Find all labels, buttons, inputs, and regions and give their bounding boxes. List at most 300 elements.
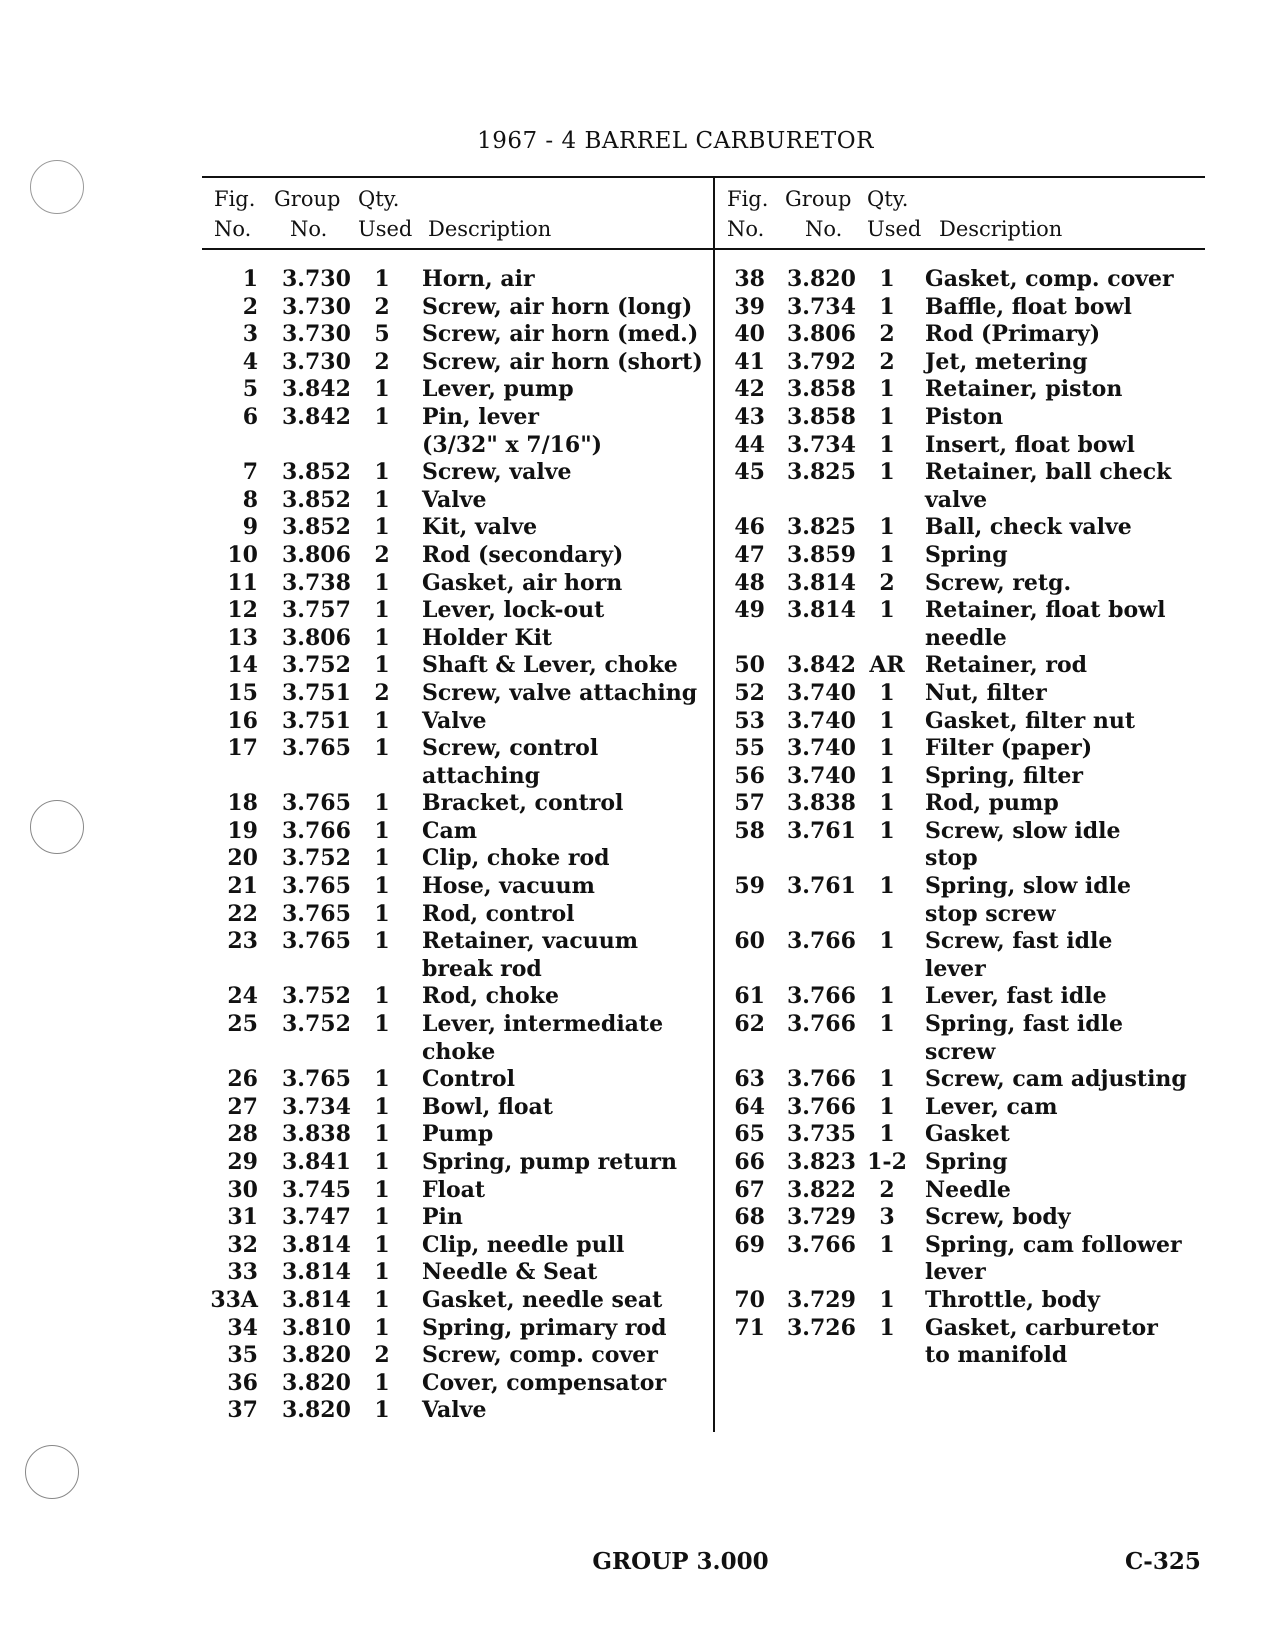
- group-no-cell: 3.858: [787, 376, 856, 403]
- fig-no-cell: 33A: [210, 1286, 258, 1313]
- group-no-cell: 3.820: [282, 1397, 351, 1424]
- fig-no-cell: 19: [227, 817, 258, 844]
- qty-cell: 1: [374, 597, 390, 624]
- description-cell: stop screw: [925, 900, 1056, 927]
- description-cell: Needle & Seat: [422, 1259, 598, 1286]
- qty-cell: 2: [374, 679, 390, 706]
- description-cell: Screw, body: [925, 1204, 1071, 1231]
- group-no-cell: 3.825: [787, 514, 856, 541]
- group-no-cell: 3.738: [282, 569, 351, 596]
- group-no-cell: 3.820: [282, 1369, 351, 1396]
- qty-cell: 1: [879, 707, 895, 734]
- fig-no-header: No.: [214, 217, 252, 241]
- description-cell: Cam: [422, 817, 478, 844]
- qty-cell: 5: [374, 321, 390, 348]
- qty-cell: 1: [374, 983, 390, 1010]
- fig-no-cell: 38: [734, 266, 765, 292]
- group-no-cell: 3.740: [787, 735, 856, 762]
- page-number: C-325: [1125, 1548, 1201, 1575]
- group-no-cell: 3.766: [787, 1231, 856, 1258]
- group-no-cell: 3.751: [282, 679, 351, 706]
- group-no-cell: 3.752: [282, 845, 351, 872]
- binder-hole-top: [30, 160, 84, 214]
- description-cell: Valve: [422, 486, 487, 513]
- group-no-cell: 3.757: [282, 597, 351, 624]
- description-cell: Spring, filter: [925, 762, 1084, 789]
- description-cell: Nut, filter: [925, 679, 1047, 706]
- description-cell: Screw, air horn (short): [422, 348, 703, 375]
- description-cell: Pin: [422, 1204, 463, 1231]
- qty-cell: 1: [374, 735, 390, 762]
- description-cell: Gasket: [925, 1121, 1010, 1148]
- description-cell: Jet, metering: [925, 348, 1088, 375]
- group-no-cell: 3.734: [787, 431, 856, 458]
- fig-no-cell: 36: [227, 1369, 258, 1396]
- fig-no-cell: 52: [734, 679, 765, 706]
- group-no-cell: 3.814: [282, 1231, 351, 1258]
- group-no-cell: 3.740: [787, 679, 856, 706]
- qty-cell: 1: [374, 569, 390, 596]
- group-no-cell: 3.825: [787, 459, 856, 486]
- fig-no-cell: 33: [227, 1259, 258, 1286]
- qty-cell: 1: [374, 1121, 390, 1148]
- group-no-cell: 3.765: [282, 790, 351, 817]
- qty-cell: 1: [879, 1066, 895, 1093]
- qty-cell: 1-2: [867, 1149, 907, 1175]
- fig-no-cell: 34: [227, 1314, 258, 1341]
- fig-no-cell: 30: [227, 1176, 258, 1203]
- qty-cell: 3: [879, 1204, 895, 1231]
- description-cell: valve: [925, 486, 988, 513]
- group-no-cell: 3.752: [282, 1011, 351, 1038]
- group-no-cell: 3.841: [282, 1149, 351, 1175]
- description-cell: Gasket, carburetor: [925, 1314, 1158, 1341]
- fig-no-cell: 55: [734, 735, 765, 762]
- description-cell: Screw, valve attaching: [422, 679, 698, 706]
- description-cell: Spring, cam follower: [925, 1231, 1182, 1258]
- description-cell: Holder Kit: [422, 624, 553, 651]
- group-no-cell: 3.730: [282, 266, 351, 292]
- fig-no-cell: 60: [734, 928, 765, 955]
- qty-cell: 1: [374, 707, 390, 734]
- description-cell: Valve: [422, 707, 487, 734]
- qty-cell: 1: [374, 1286, 390, 1313]
- description-cell: Needle: [925, 1176, 1011, 1203]
- qty-cell: 2: [879, 1176, 895, 1203]
- description-cell: Kit, valve: [422, 514, 538, 541]
- qty-cell: 1: [879, 514, 895, 541]
- description-cell: Lever, intermediate: [422, 1011, 664, 1038]
- description-cell: Cover, compensator: [422, 1369, 667, 1396]
- fig-no-cell: 25: [227, 1011, 258, 1038]
- group-no-cell: 3.740: [787, 762, 856, 789]
- description-cell: Clip, choke rod: [422, 845, 610, 872]
- description-cell: Rod, choke: [422, 983, 559, 1010]
- fig-no-cell: 13: [227, 624, 258, 651]
- fig-no-cell: 12: [227, 597, 258, 624]
- group-no-cell: 3.852: [282, 486, 351, 513]
- group-no-cell: 3.822: [787, 1176, 856, 1203]
- group-no-cell: 3.766: [787, 1066, 856, 1093]
- group-no-cell: 3.810: [282, 1314, 351, 1341]
- group-no-cell: 3.814: [787, 569, 856, 596]
- fig-no-cell: 68: [734, 1204, 765, 1231]
- description-cell: Rod (Primary): [925, 321, 1101, 348]
- description-header: Description: [939, 217, 1063, 241]
- fig-no-cell: 42: [734, 376, 765, 403]
- description-cell: Spring, slow idle: [925, 873, 1132, 900]
- description-cell: Pump: [422, 1121, 494, 1148]
- group-no-cell: 3.838: [787, 790, 856, 817]
- description-cell: screw: [925, 1038, 996, 1065]
- qty-cell: AR: [869, 652, 905, 679]
- description-cell: Spring: [925, 541, 1008, 568]
- qty-cell: 1: [374, 1093, 390, 1120]
- qty-cell: 1: [879, 1314, 895, 1341]
- qty-cell: 1: [374, 817, 390, 844]
- fig-no-cell: 2: [242, 293, 258, 320]
- qty-cell: 2: [879, 321, 895, 348]
- group-no-cell: 3.734: [787, 293, 856, 320]
- fig-no-cell: 29: [227, 1149, 258, 1175]
- fig-no-cell: 65: [734, 1121, 765, 1148]
- group-no-cell: 3.842: [282, 403, 351, 430]
- fig-no-cell: 37: [227, 1397, 258, 1424]
- description-cell: Pin, lever: [422, 403, 539, 430]
- description-cell: Piston: [925, 403, 1004, 430]
- description-cell: attaching: [422, 762, 540, 789]
- qty-cell: 1: [374, 459, 390, 486]
- group-no-header: No.: [290, 217, 328, 241]
- qty-cell: 1: [879, 293, 895, 320]
- table-column-divider: [713, 178, 715, 1432]
- qty-cell: 1: [374, 790, 390, 817]
- qty-header: Qty.: [867, 187, 909, 211]
- qty-cell: 2: [374, 293, 390, 320]
- group-no-cell: 3.734: [282, 1093, 351, 1120]
- group-no-cell: 3.766: [787, 928, 856, 955]
- qty-header: Qty.: [358, 187, 400, 211]
- qty-cell: 1: [374, 1314, 390, 1341]
- fig-header: Fig.: [214, 187, 256, 211]
- qty-cell: 1: [879, 817, 895, 844]
- description-cell: Rod (secondary): [422, 541, 624, 568]
- fig-no-cell: 69: [734, 1231, 765, 1258]
- group-no-cell: 3.745: [282, 1176, 351, 1203]
- description-cell: Ball, check valve: [925, 514, 1132, 541]
- page-title: 1967 - 4 BARREL CARBURETOR: [477, 128, 874, 154]
- group-no-cell: 3.730: [282, 293, 351, 320]
- description-cell: to manifold: [925, 1342, 1068, 1369]
- fig-no-cell: 39: [734, 293, 765, 320]
- group-no-cell: 3.814: [787, 597, 856, 624]
- description-cell: Retainer, piston: [925, 376, 1123, 403]
- description-cell: Valve: [422, 1397, 487, 1424]
- qty-cell: 1: [879, 541, 895, 568]
- fig-no-cell: 1: [242, 266, 258, 292]
- group-no-cell: 3.859: [787, 541, 856, 568]
- group-no-cell: 3.726: [787, 1314, 856, 1341]
- fig-no-cell: 3: [242, 321, 258, 348]
- fig-no-cell: 49: [734, 597, 765, 624]
- group-no-cell: 3.858: [787, 403, 856, 430]
- fig-no-cell: 11: [227, 569, 258, 596]
- description-cell: Insert, float bowl: [925, 431, 1135, 458]
- group-no-cell: 3.806: [787, 321, 856, 348]
- qty-cell: 1: [879, 735, 895, 762]
- description-cell: Gasket, air horn: [422, 569, 623, 596]
- fig-no-cell: 14: [227, 652, 258, 679]
- binder-hole-middle: [30, 800, 84, 854]
- group-no-cell: 3.842: [282, 376, 351, 403]
- description-cell: Horn, air: [422, 266, 535, 292]
- qty-cell: 1: [374, 624, 390, 651]
- description-cell: Spring, primary rod: [422, 1314, 667, 1341]
- qty-cell: 1: [374, 486, 390, 513]
- qty-cell: 1: [374, 1149, 390, 1175]
- qty-cell: 1: [374, 1259, 390, 1286]
- qty-cell: 1: [879, 266, 895, 292]
- group-no-cell: 3.740: [787, 707, 856, 734]
- fig-no-cell: 27: [227, 1093, 258, 1120]
- description-cell: Spring: [925, 1149, 1008, 1175]
- description-cell: Hose, vacuum: [422, 873, 595, 900]
- qty-cell: 1: [879, 983, 895, 1010]
- description-cell: Screw, control: [422, 735, 599, 762]
- description-cell: Retainer, float bowl: [925, 597, 1166, 624]
- description-cell: Lever, pump: [422, 376, 574, 403]
- fig-no-cell: 4: [242, 348, 258, 375]
- binder-hole-bottom: [25, 1445, 79, 1499]
- fig-header: Fig.: [727, 187, 769, 211]
- group-no-cell: 3.751: [282, 707, 351, 734]
- group-no-cell: 3.765: [282, 873, 351, 900]
- fig-no-cell: 10: [227, 541, 258, 568]
- description-cell: Retainer, rod: [925, 652, 1088, 679]
- used-header: Used: [867, 217, 922, 241]
- description-cell: break rod: [422, 955, 542, 982]
- description-cell: stop: [925, 845, 978, 872]
- group-no-cell: 3.792: [787, 348, 856, 375]
- group-no-cell: 3.766: [282, 817, 351, 844]
- qty-cell: 1: [374, 1011, 390, 1038]
- fig-no-cell: 57: [734, 790, 765, 817]
- description-cell: lever: [925, 1259, 986, 1286]
- description-cell: Screw, comp. cover: [422, 1342, 658, 1369]
- fig-no-cell: 53: [734, 707, 765, 734]
- group-no-cell: 3.838: [282, 1121, 351, 1148]
- description-cell: Gasket, needle seat: [422, 1286, 663, 1313]
- fig-no-cell: 26: [227, 1066, 258, 1093]
- qty-cell: 1: [879, 1231, 895, 1258]
- group-no-cell: 3.766: [787, 1011, 856, 1038]
- group-header: Group: [785, 187, 852, 211]
- description-cell: needle: [925, 624, 1007, 651]
- description-cell: Bowl, float: [422, 1093, 553, 1120]
- description-cell: choke: [422, 1038, 496, 1065]
- fig-no-cell: 31: [227, 1204, 258, 1231]
- fig-no-cell: 62: [734, 1011, 765, 1038]
- group-no-cell: 3.761: [787, 873, 856, 900]
- group-no-cell: 3.752: [282, 983, 351, 1010]
- group-no-cell: 3.766: [787, 1093, 856, 1120]
- qty-cell: 1: [879, 1011, 895, 1038]
- qty-cell: 1: [879, 1093, 895, 1120]
- group-no-cell: 3.814: [282, 1286, 351, 1313]
- group-no-cell: 3.730: [282, 321, 351, 348]
- group-no-cell: 3.806: [282, 541, 351, 568]
- fig-no-cell: 66: [734, 1149, 765, 1175]
- description-cell: Retainer, ball check: [925, 459, 1172, 486]
- description-cell: Screw, air horn (med.): [422, 321, 699, 348]
- qty-cell: 1: [374, 652, 390, 679]
- description-cell: Lever, cam: [925, 1093, 1058, 1120]
- qty-cell: 1: [374, 900, 390, 927]
- table-header-rule: [202, 248, 1205, 250]
- fig-no-cell: 50: [734, 652, 765, 679]
- group-no-cell: 3.729: [787, 1286, 856, 1313]
- qty-cell: 1: [374, 514, 390, 541]
- description-cell: Shaft & Lever, choke: [422, 652, 678, 679]
- qty-cell: 1: [374, 376, 390, 403]
- group-header: Group: [274, 187, 341, 211]
- group-no-cell: 3.820: [282, 1342, 351, 1369]
- fig-no-cell: 40: [734, 321, 765, 348]
- qty-cell: 1: [879, 376, 895, 403]
- description-cell: Rod, control: [422, 900, 575, 927]
- fig-no-cell: 48: [734, 569, 765, 596]
- description-cell: Bracket, control: [422, 790, 624, 817]
- fig-no-cell: 56: [734, 762, 765, 789]
- description-cell: Screw, retg.: [925, 569, 1072, 596]
- group-no-cell: 3.730: [282, 348, 351, 375]
- qty-cell: 1: [879, 679, 895, 706]
- qty-cell: 2: [374, 1342, 390, 1369]
- fig-no-cell: 61: [734, 983, 765, 1010]
- fig-no-cell: 43: [734, 403, 765, 430]
- description-cell: Baffle, float bowl: [925, 293, 1132, 320]
- qty-cell: 1: [374, 1231, 390, 1258]
- description-cell: Gasket, filter nut: [925, 707, 1136, 734]
- qty-cell: 1: [879, 431, 895, 458]
- fig-no-cell: 70: [734, 1286, 765, 1313]
- fig-no-cell: 20: [227, 845, 258, 872]
- group-no-cell: 3.852: [282, 459, 351, 486]
- qty-cell: 1: [374, 1204, 390, 1231]
- fig-no-cell: 28: [227, 1121, 258, 1148]
- qty-cell: 1: [879, 873, 895, 900]
- qty-cell: 1: [374, 873, 390, 900]
- fig-no-cell: 32: [227, 1231, 258, 1258]
- table-top-rule: [202, 176, 1205, 178]
- fig-no-cell: 23: [227, 928, 258, 955]
- qty-cell: 1: [374, 1176, 390, 1203]
- fig-no-cell: 18: [227, 790, 258, 817]
- group-no-cell: 3.814: [282, 1259, 351, 1286]
- group-no-cell: 3.747: [282, 1204, 351, 1231]
- fig-no-cell: 47: [734, 541, 765, 568]
- qty-cell: 1: [374, 1369, 390, 1396]
- fig-no-cell: 46: [734, 514, 765, 541]
- description-cell: Rod, pump: [925, 790, 1059, 817]
- qty-cell: 1: [879, 762, 895, 789]
- group-no-cell: 3.765: [282, 928, 351, 955]
- description-header: Description: [428, 217, 552, 241]
- qty-cell: 2: [879, 569, 895, 596]
- group-no-cell: 3.820: [787, 266, 856, 292]
- description-cell: Retainer, vacuum: [422, 928, 639, 955]
- description-cell: Spring, fast idle: [925, 1011, 1123, 1038]
- fig-no-cell: 7: [242, 459, 258, 486]
- qty-cell: 1: [374, 928, 390, 955]
- qty-cell: 1: [879, 1286, 895, 1313]
- group-no-cell: 3.735: [787, 1121, 856, 1148]
- fig-no-cell: 41: [734, 348, 765, 375]
- description-cell: Screw, slow idle: [925, 817, 1121, 844]
- qty-cell: 1: [374, 1397, 390, 1424]
- group-no-cell: 3.806: [282, 624, 351, 651]
- fig-no-cell: 6: [242, 403, 258, 430]
- qty-cell: 1: [374, 266, 390, 292]
- qty-cell: 1: [879, 790, 895, 817]
- description-cell: Clip, needle pull: [422, 1231, 625, 1258]
- qty-cell: 1: [374, 845, 390, 872]
- fig-no-cell: 15: [227, 679, 258, 706]
- qty-cell: 2: [879, 348, 895, 375]
- fig-no-cell: 59: [734, 873, 765, 900]
- description-cell: (3/32" x 7/16"): [422, 431, 603, 458]
- fig-no-cell: 9: [242, 514, 258, 541]
- description-cell: Float: [422, 1176, 486, 1203]
- qty-cell: 1: [374, 1066, 390, 1093]
- qty-cell: 1: [879, 459, 895, 486]
- fig-no-cell: 67: [734, 1176, 765, 1203]
- group-no-header: No.: [805, 217, 843, 241]
- used-header: Used: [358, 217, 413, 241]
- qty-cell: 2: [374, 348, 390, 375]
- group-no-cell: 3.823: [787, 1149, 856, 1175]
- group-no-cell: 3.765: [282, 735, 351, 762]
- fig-no-header: No.: [727, 217, 765, 241]
- description-cell: Screw, valve: [422, 459, 572, 486]
- qty-cell: 1: [879, 597, 895, 624]
- qty-cell: 1: [374, 403, 390, 430]
- fig-no-cell: 8: [242, 486, 258, 513]
- description-cell: Screw, fast idle: [925, 928, 1113, 955]
- description-cell: Screw, air horn (long): [422, 293, 693, 320]
- fig-no-cell: 64: [734, 1093, 765, 1120]
- fig-no-cell: 17: [227, 735, 258, 762]
- group-no-cell: 3.765: [282, 900, 351, 927]
- description-cell: Spring, pump return: [422, 1149, 677, 1175]
- fig-no-cell: 16: [227, 707, 258, 734]
- fig-no-cell: 21: [227, 873, 258, 900]
- group-no-cell: 3.852: [282, 514, 351, 541]
- qty-cell: 1: [879, 1121, 895, 1148]
- description-cell: Filter (paper): [925, 735, 1093, 762]
- description-cell: Screw, cam adjusting: [925, 1066, 1187, 1093]
- group-no-cell: 3.761: [787, 817, 856, 844]
- description-cell: Throttle, body: [925, 1286, 1100, 1313]
- description-cell: Gasket, comp. cover: [925, 266, 1174, 292]
- qty-cell: 1: [879, 403, 895, 430]
- fig-no-cell: 5: [242, 376, 258, 403]
- fig-no-cell: 35: [227, 1342, 258, 1369]
- footer-group-label: GROUP 3.000: [592, 1548, 769, 1575]
- group-no-cell: 3.842: [787, 652, 856, 679]
- fig-no-cell: 71: [734, 1314, 765, 1341]
- fig-no-cell: 63: [734, 1066, 765, 1093]
